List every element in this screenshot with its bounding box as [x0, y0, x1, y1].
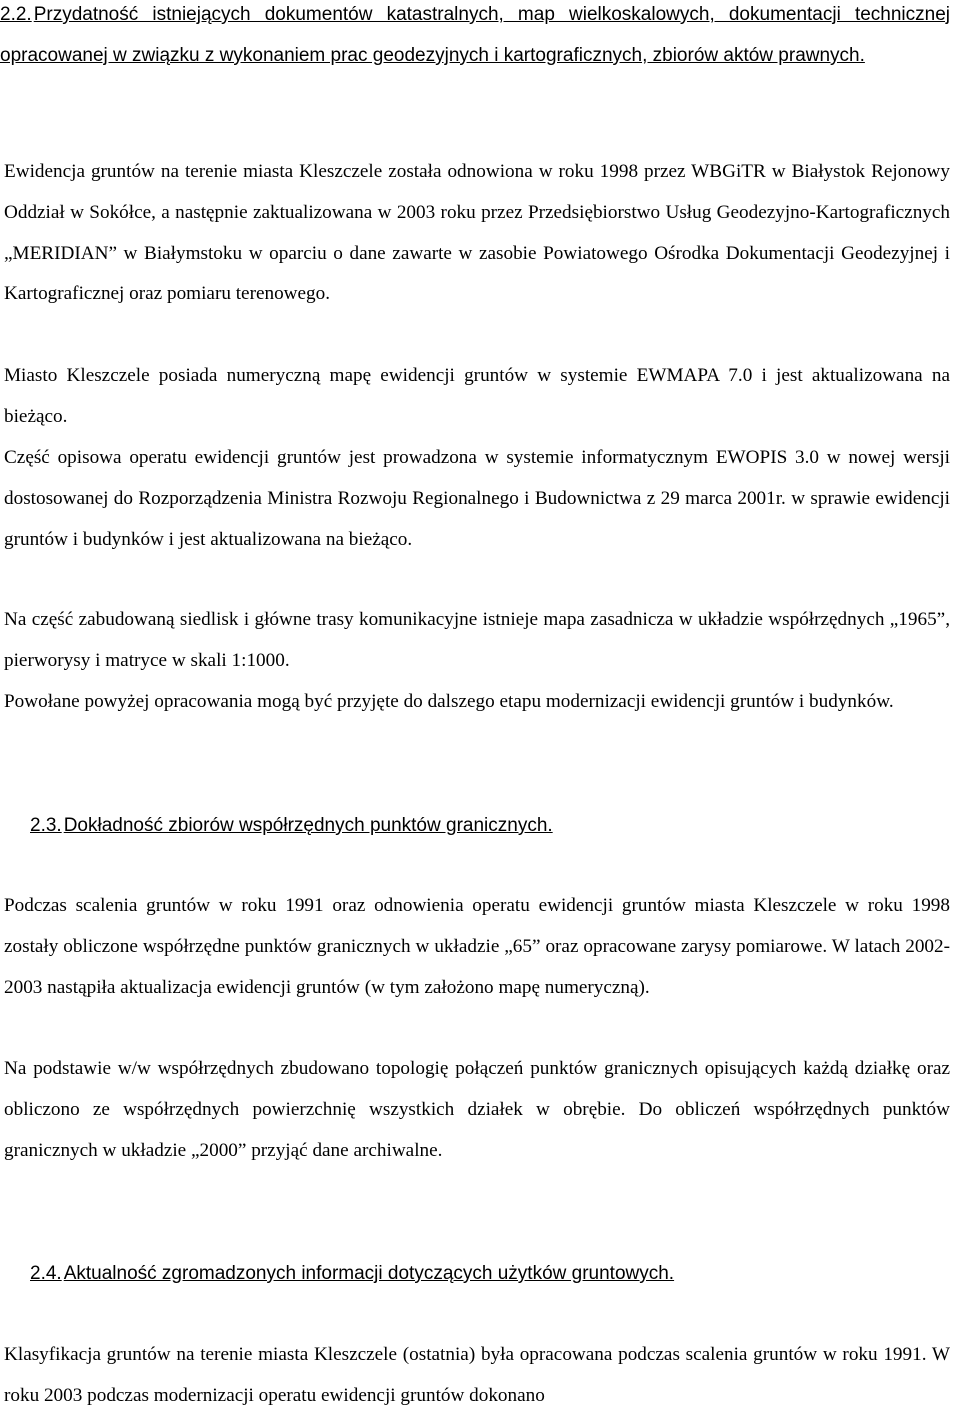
paragraph-topologia: Na podstawie w/w współrzędnych zbudowano topologię połączeń punktów granicznych opisujących każdą działkę oraz obliczono ze współrzędnych powierzchnię wszystkich działek w obrębie. Do obliczeń współrzędnych punktów granicznych w układzie „2000” przyjąć dane archiwalne.: [4, 1058, 950, 1161]
section-number: 2.3.: [30, 815, 62, 836]
paragraph-mapa-zasadnicza: Na część zabudowaną siedlisk i główne trasy komunikacyjne istnieje mapa zasadnicza w układzie współrzędnych „1965”, pierworysy i matryce w skali 1:1000.: [4, 609, 950, 671]
section-number: 2.4.: [30, 1263, 62, 1284]
paragraph-mapa-numeryczna: Miasto Kleszczele posiada numeryczną mapę ewidencji gruntów w systemie EWMAPA 7.0 i jest aktualizowana na bieżąco.: [4, 365, 950, 427]
paragraph-klasyfikacja: Klasyfikacja gruntów na terenie miasta Kleszczele (ostatnia) była opracowana podczas scalenia gruntów w roku 1991. W roku 2003 podczas modernizacji operatu ewidencji gruntów dokonano: [4, 1344, 950, 1406]
section-title: Dokładność zbiorów współrzędnych punktów granicznych.: [63, 815, 553, 836]
section-title: Aktualność zgromadzonych informacji dotyczących użytków gruntowych.: [63, 1263, 675, 1284]
section-number: 2.2.: [0, 4, 32, 25]
paragraph-ewidencja: Ewidencja gruntów na terenie miasta Kleszczele została odnowiona w roku 1998 przez WBGiTR w Białystok Rejonowy Oddział w Sokółce, a następnie zaktualizowana w 2003 roku przez Przedsiębiorstwo Usług Geodezyjno-Kartograficznych „MERIDIAN” w Białymstoku w oparciu o dane zawarte w zasobie Powiatowego Ośrodka Dokumentacji Geodezyjnej i Kartograficznej oraz pomiaru terenowego.: [4, 161, 950, 305]
section-heading-2-4: [30, 1253, 950, 1294]
section-title: Przydatność istniejących dokumentów katastralnych, map wielkoskalowych, dokumentacji technicznej opracowanej w związku z wykonaniem prac geodezyjnych i kartograficznych, zbiorów aktów prawnych.: [0, 4, 950, 66]
paragraph-czesc-opisowa: Część opisowa operatu ewidencji gruntów jest prowadzona w systemie informatycznym EWOPIS 3.0 w nowej wersji dostosowanej do Rozporządzenia Ministra Rozwoju Regionalnego i Budownictwa z 29 marca 2001r. w sprawie ewidencji gruntów i budynków i jest aktualizowana na bieżąco.: [4, 447, 950, 550]
paragraph-scalenie: Podczas scalenia gruntów w roku 1991 oraz odnowienia operatu ewidencji gruntów miasta Kleszczele w roku 1998 zostały obliczone współrzędne punktów granicznych w układzie „65” oraz opracowane zarysy pomiarowe. W latach 2002-2003 nastąpiła aktualizacja ewidencji gruntów (w tym założono mapę numeryczną).: [4, 895, 950, 998]
section-heading-2-2: [0, 0, 950, 76]
section-heading-2-3: [30, 805, 950, 846]
paragraph-opracowania: Powołane powyżej opracowania mogą być przyjęte do dalszego etapu modernizacji ewidencji gruntów i budynków.: [4, 691, 894, 712]
